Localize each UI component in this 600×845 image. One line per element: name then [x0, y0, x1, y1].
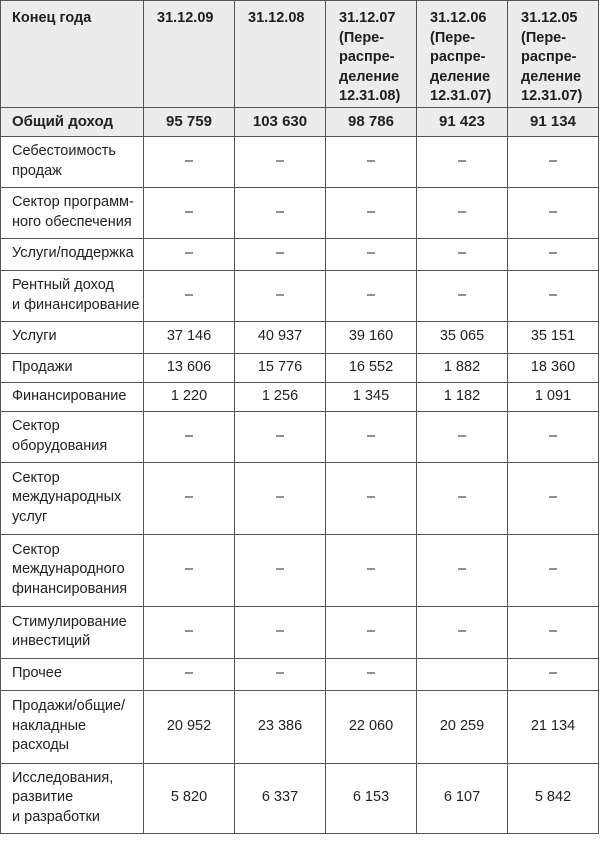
row-label	[1, 136, 144, 187]
cell-line: развитие	[12, 789, 74, 806]
cell-line: деление	[430, 68, 491, 85]
cell-line: инвестиций	[12, 633, 91, 649]
table-row	[1, 606, 599, 658]
value-cell: 1 182	[417, 382, 508, 411]
value-cell: 6 153	[326, 763, 417, 833]
cell-line: распре-	[521, 49, 577, 65]
cell-line: Продажи/общие/	[12, 698, 126, 715]
cell-line: 31.12.08	[248, 10, 305, 26]
row-label	[1, 606, 144, 658]
cell-line: Услуги	[12, 328, 57, 345]
table-row	[1, 411, 599, 462]
value-cell: 1 345	[326, 382, 417, 411]
value-cell: –	[508, 238, 599, 270]
cell-line: услуг	[12, 508, 48, 525]
value-cell: 20 259	[417, 690, 508, 763]
value-cell: –	[326, 187, 417, 238]
cell-line: оборудования	[12, 437, 108, 454]
value-cell: –	[508, 606, 599, 658]
table-row	[1, 658, 599, 690]
cell-line: ного обеспечения	[12, 213, 132, 230]
value-cell: 35 151	[508, 321, 599, 353]
cell-line: Сектор	[12, 418, 60, 434]
value-cell: 21 134	[508, 690, 599, 763]
table-row	[1, 690, 599, 763]
row-label	[1, 107, 144, 136]
value-cell: –	[235, 658, 326, 690]
value-cell: 35 065	[417, 321, 508, 353]
value-cell: –	[144, 462, 235, 534]
value-cell: –	[417, 238, 508, 270]
value-cell: 20 952	[144, 690, 235, 763]
row-label	[1, 353, 144, 382]
column-header-2	[235, 1, 326, 108]
value-cell: 40 937	[235, 321, 326, 353]
value-cell: –	[144, 136, 235, 187]
value-cell: –	[508, 136, 599, 187]
table-row	[1, 763, 599, 833]
cell-line: международных	[12, 489, 122, 506]
cell-line: Услуги/поддержка	[12, 245, 134, 262]
row-label	[1, 382, 144, 411]
value-cell: –	[417, 534, 508, 606]
cell-line: (Пере-	[430, 29, 476, 46]
cell-line: 31.12.09	[157, 10, 214, 26]
table-row	[1, 136, 599, 187]
value-cell: 18 360	[508, 353, 599, 382]
value-cell: –	[417, 462, 508, 534]
cell-line: Исследования,	[12, 769, 114, 786]
cell-line: 31.12.07	[339, 10, 396, 26]
cell-line: и разработки	[12, 808, 101, 825]
cell-line: Сектор программ-	[12, 194, 134, 210]
cell-line: деление	[339, 68, 400, 85]
value-cell: –	[235, 238, 326, 270]
table-row	[1, 534, 599, 606]
value-cell: 22 060	[326, 690, 417, 763]
value-cell: 103 630	[235, 107, 326, 136]
cell-line: Стимулирование	[12, 613, 127, 630]
value-cell: –	[508, 187, 599, 238]
value-cell: –	[417, 270, 508, 321]
cell-line: Сектор	[12, 541, 60, 558]
value-cell: –	[508, 411, 599, 462]
cell-line: 12.31.08)	[339, 88, 401, 104]
table-row	[1, 238, 599, 270]
value-cell: 91 134	[508, 107, 599, 136]
value-cell: –	[326, 270, 417, 321]
row-label	[1, 462, 144, 534]
cell-line: распре-	[339, 49, 395, 65]
value-cell: –	[144, 411, 235, 462]
value-cell: –	[326, 238, 417, 270]
value-cell: –	[235, 187, 326, 238]
value-cell: 1 091	[508, 382, 599, 411]
value-cell: –	[144, 658, 235, 690]
value-cell: 37 146	[144, 321, 235, 353]
value-cell: 1 256	[235, 382, 326, 411]
value-cell: –	[508, 534, 599, 606]
column-header-1	[144, 1, 235, 108]
value-cell: –	[326, 658, 417, 690]
value-cell: 91 423	[417, 107, 508, 136]
cell-line: Продажи	[12, 358, 73, 375]
row-label	[1, 187, 144, 238]
value-cell: –	[326, 606, 417, 658]
value-cell: 1 220	[144, 382, 235, 411]
value-cell: 16 552	[326, 353, 417, 382]
value-cell: –	[417, 606, 508, 658]
value-cell: –	[235, 462, 326, 534]
cell-line: продаж	[12, 162, 62, 179]
row-label	[1, 270, 144, 321]
cell-line: 12.31.07)	[521, 88, 583, 104]
value-cell: –	[144, 270, 235, 321]
value-cell: –	[235, 534, 326, 606]
cell-line: накладные	[12, 717, 87, 734]
value-cell: 95 759	[144, 107, 235, 136]
value-cell	[417, 658, 508, 690]
value-cell: –	[508, 658, 599, 690]
value-cell: 1 882	[417, 353, 508, 382]
table-row	[1, 462, 599, 534]
value-cell: –	[417, 411, 508, 462]
cell-line: расходы	[12, 737, 70, 754]
table-row	[1, 382, 599, 411]
row-label	[1, 321, 144, 353]
row-label	[1, 238, 144, 270]
cell-line: (Пере-	[339, 29, 385, 46]
row-label	[1, 658, 144, 690]
value-cell: –	[508, 462, 599, 534]
value-cell: 98 786	[326, 107, 417, 136]
cell-line: (Пере-	[521, 29, 567, 46]
value-cell: –	[417, 136, 508, 187]
value-cell: 6 337	[235, 763, 326, 833]
table-row	[1, 353, 599, 382]
value-cell: –	[235, 411, 326, 462]
column-header-3	[326, 1, 417, 108]
cell-line: Рентный доход	[12, 277, 114, 293]
table-header-row	[1, 1, 599, 108]
cell-line: Финансирование	[12, 387, 127, 404]
value-cell: –	[235, 270, 326, 321]
row-label	[1, 534, 144, 606]
cell-line: Сектор	[12, 469, 60, 486]
total-row	[1, 107, 599, 136]
row-label	[1, 411, 144, 462]
cell-line: международного	[12, 561, 125, 578]
value-cell: –	[326, 411, 417, 462]
value-cell: 23 386	[235, 690, 326, 763]
table-row	[1, 270, 599, 321]
value-cell: –	[235, 606, 326, 658]
value-cell: 13 606	[144, 353, 235, 382]
cell-line: 31.12.06	[430, 10, 487, 26]
cell-line: Общий доход	[12, 112, 113, 130]
value-cell: –	[144, 187, 235, 238]
value-cell: –	[235, 136, 326, 187]
value-cell: 15 776	[235, 353, 326, 382]
column-header-4	[417, 1, 508, 108]
value-cell: –	[326, 462, 417, 534]
value-cell: –	[508, 270, 599, 321]
cell-line: финансирования	[12, 580, 128, 597]
value-cell: 5 820	[144, 763, 235, 833]
cell-line: 31.12.05	[521, 10, 578, 26]
row-label	[1, 690, 144, 763]
value-cell: –	[144, 606, 235, 658]
cell-line: Себестоимость	[12, 143, 116, 159]
row-label	[1, 763, 144, 833]
cell-line: Прочее	[12, 665, 62, 682]
cell-line: распре-	[430, 49, 486, 65]
cell-line: 12.31.07)	[430, 88, 492, 104]
value-cell: –	[144, 238, 235, 270]
value-cell: –	[144, 534, 235, 606]
value-cell: –	[326, 136, 417, 187]
header-row-label: Конец года	[1, 1, 144, 108]
value-cell: –	[326, 534, 417, 606]
column-header-5	[508, 1, 599, 108]
cell-line: и финансирование	[12, 296, 140, 313]
table-row	[1, 321, 599, 353]
value-cell: –	[417, 187, 508, 238]
value-cell: 5 842	[508, 763, 599, 833]
value-cell: 39 160	[326, 321, 417, 353]
cell-line: деление	[521, 68, 582, 85]
value-cell: 6 107	[417, 763, 508, 833]
table-row	[1, 187, 599, 238]
table-body	[1, 107, 599, 833]
